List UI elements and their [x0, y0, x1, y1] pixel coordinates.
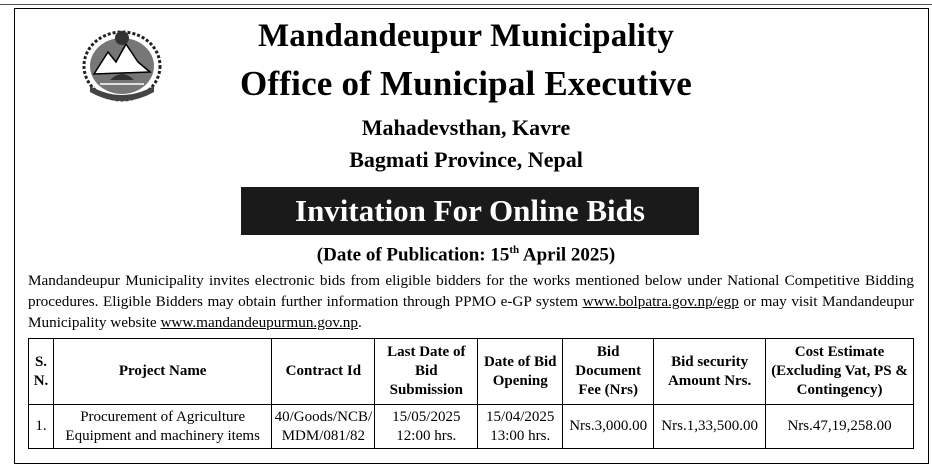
cell-document-fee: Nrs.3,000.00: [563, 405, 654, 449]
header-last-date: Last Date of Bid Submission: [375, 339, 478, 405]
address-line-2: Bagmati Province, Nepal: [349, 147, 583, 172]
address-line-1: Mahadevsthan, Kavre: [361, 115, 571, 140]
egp-link[interactable]: www.bolpatra.gov.np/egp: [582, 293, 739, 310]
municipality-website-link[interactable]: www.mandandeupurmun.gov.np: [160, 314, 358, 331]
header-document-fee: Bid Document Fee (Nrs): [563, 339, 654, 405]
publication-date: (Date of Publication: 15th April 2025): [316, 244, 616, 266]
cell-contract-id: 40/Goods/NCB/ MDM/081/82: [272, 405, 375, 449]
header-cost-estimate: Cost Estimate (Excluding Vat, PS & Contingency): [766, 339, 914, 405]
header-project-name: Project Name: [53, 339, 271, 405]
cell-sn: 1.: [29, 405, 54, 449]
header-bid-security: Bid security Amount Nrs.: [654, 339, 766, 405]
notice-heading: Invitation For Online Bids: [241, 187, 699, 235]
table-header-row: [29, 339, 914, 405]
cell-project-name: Procurement of Agriculture Equipment and machinery items: [53, 405, 271, 449]
header-contract-id: Contract Id: [272, 339, 375, 405]
office-name: Office of Municipal Executive: [240, 64, 692, 103]
table-row: [29, 405, 914, 449]
top-border-line: [0, 4, 932, 5]
cell-cost-estimate: Nrs.47,19,258.00: [766, 405, 914, 449]
bids-table: [28, 338, 914, 449]
municipality-name: Mandandeupur Municipality: [257, 18, 675, 54]
header-sn: S. N.: [29, 339, 54, 405]
header-opening-date: Date of Bid Opening: [478, 339, 563, 405]
cell-opening-date: 15/04/2025 13:00 hrs.: [478, 405, 563, 449]
cell-last-date: 15/05/2025 12:00 hrs.: [375, 405, 478, 449]
intro-paragraph: Mandandeupur Municipality invites electronic bids from eligible bidders for the works mentioned below under National Competitive Bidding procedures. Eligible Bidders may obtain further information through PPMO e-GP system www.bolpatra.gov.np/egp or may visit Mandandeupur Municipality website www.mandandeupurmun.gov.np.: [28, 272, 914, 331]
cell-bid-security: Nrs.1,33,500.00: [654, 405, 766, 449]
